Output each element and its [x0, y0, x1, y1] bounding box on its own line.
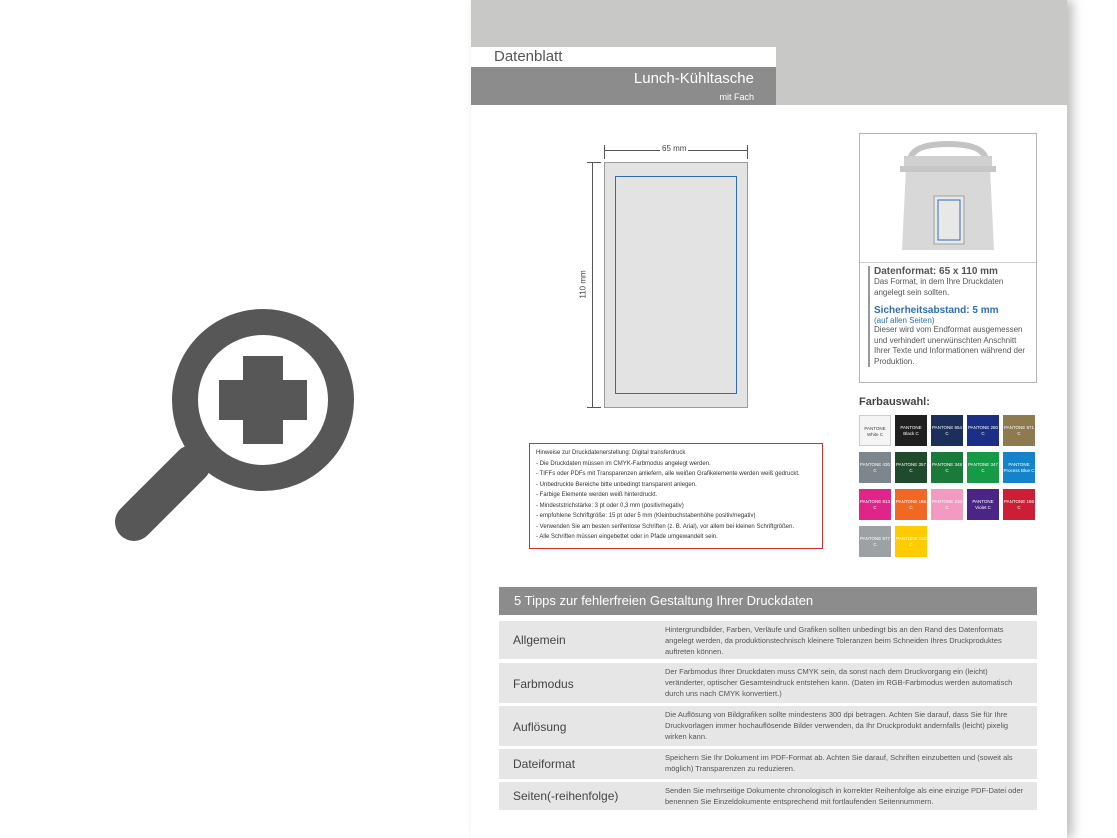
product-subtitle: mit Fach: [719, 92, 754, 102]
safety-text: Dieser wird vom Endformat ausgemessen und verhindert unerwünschten Anschnitt Ihrer Texte und Informationen während der Produktion.: [874, 325, 1026, 366]
note-line: - Alle Schriften müssen eingebettet oder in Pfade umgewandelt sein.: [536, 534, 718, 540]
tip-text: Speichern Sie Ihr Dokument im PDF-Format ab. Achten Sie darauf, Schriften einzubetten und (soweit als möglich) Transparenzen zu reduzieren.: [665, 753, 1013, 773]
color-swatch[interactable]: PANTONE Black C: [895, 415, 927, 446]
color-swatch[interactable]: PANTONE White C: [859, 415, 891, 446]
color-swatch[interactable]: PANTONE 877 C: [859, 526, 891, 557]
tip-text: Die Auflösung von Bildgrafiken sollte mindestens 300 dpi betragen. Achten Sie darauf, dass Sie für Ihre Druckvorlagen immer hochauflösende Bilder verwenden, da Ihr Druckprodukt andernfalls (leicht) pixelig wirken kann.: [665, 710, 1009, 741]
tip-text: Senden Sie mehrseitige Dokumente chronologisch in korrekter Reihenfolge als eine einzige PDF-Datei oder benennen Sie Einzeldokumente entsprechend mit fortlaufenden Seitennummern.: [665, 786, 1024, 806]
color-swatch[interactable]: PANTONE 165 C: [895, 489, 927, 520]
tip-label: Farbmodus: [513, 677, 574, 691]
color-swatch[interactable]: PANTONE 116 C: [895, 526, 927, 557]
tip-text: Hintergrundbilder, Farben, Verläufe und Grafiken sollten unbedingt bis an den Rand des Datenformats angelegt werden, da produktionstechnisch kleinere Toleranzen beim Schneiden Ihres Druckproduktes auftreten können.: [665, 625, 1004, 656]
dimension-tick: [587, 162, 601, 163]
color-swatch[interactable]: PANTONE 871 C: [1003, 415, 1035, 446]
color-swatch[interactable]: PANTONE 654 C: [931, 415, 963, 446]
product-title: Lunch-Kühltasche: [633, 70, 754, 87]
width-label: 65 mm: [662, 144, 687, 153]
tip-text: Der Farbmodus Ihrer Druckdaten muss CMYK sein, da sonst nach dem Druckvorgang ein (leicht) veränderter, optischer Gesamteindruck entstehen kann. (Daten im RGB-Farbmodus werden automatisch durch uns nach CMYK konvertiert.): [665, 667, 1013, 698]
dimension-tick: [604, 145, 605, 159]
safe-area: [615, 176, 737, 394]
format-text: Das Format, in dem Ihre Druckdaten angelegt sein sollten.: [874, 277, 1004, 297]
color-swatch[interactable]: PANTONE 813 C: [859, 489, 891, 520]
color-swatch[interactable]: PANTONE 210 C: [931, 489, 963, 520]
color-swatch[interactable]: PANTONE 348 C: [931, 452, 963, 483]
note-line: - Unbedruckte Bereiche bitte unbedingt transparent anlegen.: [536, 481, 697, 488]
color-swatch[interactable]: PANTONE 280 C: [967, 415, 999, 446]
note-line: Hinweise zur Druckdatenerstellung: Digital transferdruck: [536, 450, 686, 456]
note-line: - TIFFs oder PDFs mit Transparenzen anliefern, alle weißen Grafikelemente werden weiß gedruckt.: [536, 471, 800, 477]
tip-row: [499, 706, 1037, 746]
top-band: [471, 0, 1067, 47]
print-notes-box: [529, 443, 823, 549]
color-swatch[interactable]: PANTONE 186 C: [1003, 489, 1035, 520]
dimension-tick: [747, 145, 748, 159]
note-line: - Die Druckdaten müssen im CMYK-Farbmodus angelegt werden.: [536, 460, 711, 467]
tip-row: [499, 663, 1037, 703]
color-swatch[interactable]: PANTONE Process Blue C: [1003, 452, 1035, 483]
note-line: - empfohlene Schriftgröße: 15 pt oder 5 mm (Kleinbuchstabenhöhe positiv/negativ): [536, 513, 756, 519]
cooler-bag-image: [860, 134, 1036, 263]
color-swatch[interactable]: PANTONE 347 C: [967, 452, 999, 483]
dimension-tick: [587, 407, 601, 408]
tips-header: 5 Tipps zur fehlerfreien Gestaltung Ihrer Druckdaten: [499, 587, 1037, 615]
tip-row: [499, 782, 1037, 810]
product-card: [859, 133, 1037, 383]
color-swatch[interactable]: PANTONE 430 C: [859, 452, 891, 483]
safety-title: Sicherheitsabstand: 5 mm: [874, 305, 999, 316]
note-line: - Mindeststrichstärke: 3 pt oder 0,3 mm (positiv/negativ): [536, 502, 684, 509]
tip-row: [499, 621, 1037, 659]
format-title: Datenformat: 65 x 110 mm: [874, 266, 998, 277]
tip-label: Dateiformat: [513, 757, 576, 771]
height-dimension-line: [592, 162, 593, 408]
tip-label: Auflösung: [513, 720, 567, 734]
color-swatch[interactable]: PANTONE Violet C: [967, 489, 999, 520]
note-line: - Farbige Elemente werden weiß hinterdruckt.: [536, 492, 658, 498]
tip-label: Allgemein: [513, 633, 566, 647]
height-label: 110 mm: [578, 270, 588, 299]
datasheet-tab: Datenblatt: [471, 47, 591, 67]
note-line: - Verwenden Sie am besten serifenlose Schriften (z. B. Arial), vor allem bei kleinen Schriftgrößen.: [536, 523, 795, 530]
color-selection-title: Farbauswahl:: [859, 396, 930, 408]
safety-subtitle: (auf allen Seiten): [874, 316, 935, 325]
color-swatch[interactable]: PANTONE 357 C: [895, 452, 927, 483]
tip-row: [499, 749, 1037, 779]
tip-label: Seiten(-reihenfolge): [513, 789, 619, 803]
title-bar: [471, 67, 776, 105]
datasheet-page: [471, 0, 1067, 838]
header-gray-block: [776, 47, 1067, 105]
zoom-in-icon[interactable]: [100, 300, 360, 560]
